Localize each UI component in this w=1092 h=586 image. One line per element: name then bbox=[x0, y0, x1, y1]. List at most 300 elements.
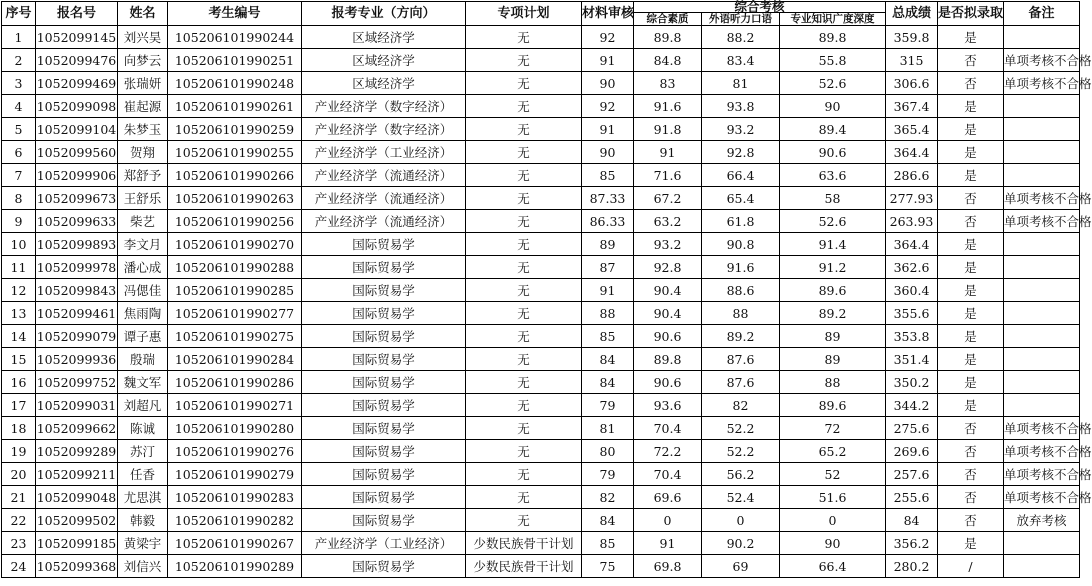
cell-quality: 93.2 bbox=[634, 233, 702, 256]
cell-reg-no: 1052099560 bbox=[36, 141, 118, 164]
cell-exam-no: 105206101990251 bbox=[168, 49, 302, 72]
cell-seq: 20 bbox=[2, 463, 36, 486]
cell-quality: 91 bbox=[634, 532, 702, 555]
cell-reg-no: 1052099662 bbox=[36, 417, 118, 440]
cell-note bbox=[1004, 233, 1080, 256]
cell-note bbox=[1004, 26, 1080, 49]
cell-note: 单项考核不合格 bbox=[1004, 210, 1080, 233]
cell-knowledge: 66.4 bbox=[780, 555, 886, 578]
cell-quality: 91.6 bbox=[634, 95, 702, 118]
cell-major: 国际贸易学 bbox=[302, 233, 466, 256]
cell-knowledge: 65.2 bbox=[780, 440, 886, 463]
cell-plan: 少数民族骨干计划 bbox=[466, 555, 582, 578]
cell-note bbox=[1004, 302, 1080, 325]
cell-name: 张瑞妍 bbox=[118, 72, 168, 95]
cell-note bbox=[1004, 555, 1080, 578]
cell-material: 79 bbox=[582, 463, 634, 486]
cell-reg-no: 1052099368 bbox=[36, 555, 118, 578]
cell-reg-no: 1052099079 bbox=[36, 325, 118, 348]
cell-reg-no: 1052099031 bbox=[36, 394, 118, 417]
cell-knowledge: 72 bbox=[780, 417, 886, 440]
table-row bbox=[2, 72, 1080, 95]
cell-admit: 是 bbox=[938, 302, 1004, 325]
cell-knowledge: 90 bbox=[780, 95, 886, 118]
cell-material: 81 bbox=[582, 417, 634, 440]
cell-quality: 91.8 bbox=[634, 118, 702, 141]
cell-exam-no: 105206101990288 bbox=[168, 256, 302, 279]
cell-admit: 是 bbox=[938, 164, 1004, 187]
cell-material: 91 bbox=[582, 279, 634, 302]
cell-material: 92 bbox=[582, 26, 634, 49]
table-row bbox=[2, 394, 1080, 417]
cell-quality: 92.8 bbox=[634, 256, 702, 279]
cell-seq: 5 bbox=[2, 118, 36, 141]
cell-major: 国际贸易学 bbox=[302, 394, 466, 417]
cell-admit: 是 bbox=[938, 394, 1004, 417]
cell-reg-no: 1052099978 bbox=[36, 256, 118, 279]
cell-quality: 91 bbox=[634, 141, 702, 164]
cell-admit: 是 bbox=[938, 95, 1004, 118]
cell-total: 263.93 bbox=[886, 210, 938, 233]
cell-admit: 否 bbox=[938, 486, 1004, 509]
cell-admit: 否 bbox=[938, 210, 1004, 233]
cell-note bbox=[1004, 532, 1080, 555]
cell-language: 88.2 bbox=[702, 26, 780, 49]
cell-admit: 是 bbox=[938, 279, 1004, 302]
table-row bbox=[2, 233, 1080, 256]
header-sub-quality: 综合素质 bbox=[634, 13, 702, 26]
cell-reg-no: 1052099633 bbox=[36, 210, 118, 233]
cell-exam-no: 105206101990279 bbox=[168, 463, 302, 486]
cell-exam-no: 105206101990248 bbox=[168, 72, 302, 95]
cell-exam-no: 105206101990259 bbox=[168, 118, 302, 141]
cell-material: 84 bbox=[582, 348, 634, 371]
cell-plan: 无 bbox=[466, 279, 582, 302]
cell-name: 尤思淇 bbox=[118, 486, 168, 509]
cell-major: 国际贸易学 bbox=[302, 417, 466, 440]
cell-knowledge: 89.6 bbox=[780, 279, 886, 302]
cell-major: 产业经济学（流通经济） bbox=[302, 164, 466, 187]
cell-seq: 23 bbox=[2, 532, 36, 555]
cell-name: 韩毅 bbox=[118, 509, 168, 532]
cell-note bbox=[1004, 118, 1080, 141]
cell-name: 殷瑞 bbox=[118, 348, 168, 371]
cell-name: 刘兴昊 bbox=[118, 26, 168, 49]
table-row bbox=[2, 141, 1080, 164]
cell-language: 52.4 bbox=[702, 486, 780, 509]
table-row bbox=[2, 256, 1080, 279]
cell-admit: 是 bbox=[938, 348, 1004, 371]
cell-note: 单项考核不合格 bbox=[1004, 463, 1080, 486]
cell-total: 353.8 bbox=[886, 325, 938, 348]
cell-major: 国际贸易学 bbox=[302, 256, 466, 279]
cell-name: 李文月 bbox=[118, 233, 168, 256]
cell-seq: 6 bbox=[2, 141, 36, 164]
cell-language: 92.8 bbox=[702, 141, 780, 164]
cell-reg-no: 1052099469 bbox=[36, 72, 118, 95]
cell-plan: 无 bbox=[466, 440, 582, 463]
cell-material: 86.33 bbox=[582, 210, 634, 233]
cell-material: 90 bbox=[582, 72, 634, 95]
cell-total: 257.6 bbox=[886, 463, 938, 486]
cell-admit: 是 bbox=[938, 325, 1004, 348]
cell-note: 单项考核不合格 bbox=[1004, 486, 1080, 509]
cell-language: 82 bbox=[702, 394, 780, 417]
cell-exam-no: 105206101990256 bbox=[168, 210, 302, 233]
cell-plan: 无 bbox=[466, 256, 582, 279]
cell-seq: 19 bbox=[2, 440, 36, 463]
header-name: 姓名 bbox=[118, 2, 168, 26]
cell-exam-no: 105206101990275 bbox=[168, 325, 302, 348]
cell-admit: 否 bbox=[938, 463, 1004, 486]
cell-seq: 11 bbox=[2, 256, 36, 279]
cell-plan: 无 bbox=[466, 509, 582, 532]
cell-major: 国际贸易学 bbox=[302, 440, 466, 463]
cell-seq: 7 bbox=[2, 164, 36, 187]
header-plan: 专项计划 bbox=[466, 2, 582, 26]
cell-name: 柴艺 bbox=[118, 210, 168, 233]
cell-knowledge: 58 bbox=[780, 187, 886, 210]
cell-note bbox=[1004, 279, 1080, 302]
cell-name: 黄梁宇 bbox=[118, 532, 168, 555]
cell-major: 区域经济学 bbox=[302, 26, 466, 49]
cell-note: 单项考核不合格 bbox=[1004, 440, 1080, 463]
cell-knowledge: 89 bbox=[780, 348, 886, 371]
cell-total: 269.6 bbox=[886, 440, 938, 463]
cell-exam-no: 105206101990266 bbox=[168, 164, 302, 187]
cell-name: 任香 bbox=[118, 463, 168, 486]
cell-language: 87.6 bbox=[702, 348, 780, 371]
cell-seq: 16 bbox=[2, 371, 36, 394]
cell-note bbox=[1004, 95, 1080, 118]
cell-plan: 无 bbox=[466, 417, 582, 440]
cell-name: 朱梦玉 bbox=[118, 118, 168, 141]
cell-name: 魏文军 bbox=[118, 371, 168, 394]
cell-material: 91 bbox=[582, 49, 634, 72]
cell-admit: 是 bbox=[938, 233, 1004, 256]
cell-language: 91.6 bbox=[702, 256, 780, 279]
cell-note bbox=[1004, 348, 1080, 371]
cell-knowledge: 51.6 bbox=[780, 486, 886, 509]
cell-quality: 90.4 bbox=[634, 279, 702, 302]
results-table bbox=[1, 0, 1092, 578]
cell-reg-no: 1052099185 bbox=[36, 532, 118, 555]
cell-quality: 69.8 bbox=[634, 555, 702, 578]
cell-seq: 2 bbox=[2, 49, 36, 72]
cell-exam-no: 105206101990282 bbox=[168, 509, 302, 532]
cell-admit: 否 bbox=[938, 72, 1004, 95]
cell-language: 65.4 bbox=[702, 187, 780, 210]
cell-total: 364.4 bbox=[886, 141, 938, 164]
table-row bbox=[2, 371, 1080, 394]
cell-reg-no: 1052099673 bbox=[36, 187, 118, 210]
cell-name: 焦雨陶 bbox=[118, 302, 168, 325]
cell-quality: 0 bbox=[634, 509, 702, 532]
cell-admit: 否 bbox=[938, 187, 1004, 210]
cell-total: 362.6 bbox=[886, 256, 938, 279]
cell-exam-no: 105206101990286 bbox=[168, 371, 302, 394]
cell-note bbox=[1004, 164, 1080, 187]
cell-seq: 14 bbox=[2, 325, 36, 348]
cell-quality: 69.6 bbox=[634, 486, 702, 509]
cell-admit: 是 bbox=[938, 141, 1004, 164]
table-row bbox=[2, 26, 1080, 49]
cell-material: 85 bbox=[582, 325, 634, 348]
table-row bbox=[2, 463, 1080, 486]
cell-reg-no: 1052099502 bbox=[36, 509, 118, 532]
table-row bbox=[2, 486, 1080, 509]
cell-seq: 21 bbox=[2, 486, 36, 509]
table-row bbox=[2, 325, 1080, 348]
header-seq: 序号 bbox=[2, 2, 36, 26]
cell-language: 88 bbox=[702, 302, 780, 325]
cell-quality: 83 bbox=[634, 72, 702, 95]
cell-total: 360.4 bbox=[886, 279, 938, 302]
cell-knowledge: 63.6 bbox=[780, 164, 886, 187]
cell-exam-no: 105206101990271 bbox=[168, 394, 302, 417]
cell-seq: 13 bbox=[2, 302, 36, 325]
table-row bbox=[2, 118, 1080, 141]
cell-language: 93.2 bbox=[702, 118, 780, 141]
cell-reg-no: 1052099936 bbox=[36, 348, 118, 371]
cell-major: 国际贸易学 bbox=[302, 371, 466, 394]
table-row bbox=[2, 532, 1080, 555]
cell-knowledge: 0 bbox=[780, 509, 886, 532]
cell-language: 69 bbox=[702, 555, 780, 578]
cell-quality: 89.8 bbox=[634, 26, 702, 49]
cell-major: 国际贸易学 bbox=[302, 325, 466, 348]
table-row bbox=[2, 187, 1080, 210]
cell-total: 84 bbox=[886, 509, 938, 532]
cell-admit: 是 bbox=[938, 118, 1004, 141]
cell-name: 刘超凡 bbox=[118, 394, 168, 417]
cell-total: 367.4 bbox=[886, 95, 938, 118]
header-sub-language: 外语听力口语 bbox=[702, 13, 780, 26]
cell-name: 王舒乐 bbox=[118, 187, 168, 210]
cell-total: 355.6 bbox=[886, 302, 938, 325]
cell-name: 苏汀 bbox=[118, 440, 168, 463]
cell-major: 区域经济学 bbox=[302, 49, 466, 72]
cell-admit: 是 bbox=[938, 371, 1004, 394]
cell-exam-no: 105206101990263 bbox=[168, 187, 302, 210]
cell-seq: 18 bbox=[2, 417, 36, 440]
cell-reg-no: 1052099843 bbox=[36, 279, 118, 302]
cell-material: 84 bbox=[582, 371, 634, 394]
cell-exam-no: 105206101990285 bbox=[168, 279, 302, 302]
cell-note: 单项考核不合格 bbox=[1004, 49, 1080, 72]
cell-name: 冯偲佳 bbox=[118, 279, 168, 302]
cell-note: 单项考核不合格 bbox=[1004, 72, 1080, 95]
cell-exam-no: 105206101990284 bbox=[168, 348, 302, 371]
table-body bbox=[2, 26, 1092, 578]
cell-language: 61.8 bbox=[702, 210, 780, 233]
cell-total: 255.6 bbox=[886, 486, 938, 509]
cell-name: 崔起源 bbox=[118, 95, 168, 118]
table-row bbox=[2, 164, 1080, 187]
cell-knowledge: 91.2 bbox=[780, 256, 886, 279]
cell-plan: 无 bbox=[466, 141, 582, 164]
cell-total: 344.2 bbox=[886, 394, 938, 417]
cell-reg-no: 1052099289 bbox=[36, 440, 118, 463]
cell-seq: 9 bbox=[2, 210, 36, 233]
cell-reg-no: 1052099145 bbox=[36, 26, 118, 49]
cell-language: 88.6 bbox=[702, 279, 780, 302]
header-total: 总成绩 bbox=[886, 2, 938, 26]
cell-admit: 是 bbox=[938, 26, 1004, 49]
cell-admit: 是 bbox=[938, 256, 1004, 279]
table-row bbox=[2, 555, 1080, 578]
cell-reg-no: 1052099476 bbox=[36, 49, 118, 72]
cell-note bbox=[1004, 325, 1080, 348]
cell-knowledge: 89.4 bbox=[780, 118, 886, 141]
cell-seq: 10 bbox=[2, 233, 36, 256]
cell-language: 52.2 bbox=[702, 417, 780, 440]
cell-exam-no: 105206101990261 bbox=[168, 95, 302, 118]
cell-language: 0 bbox=[702, 509, 780, 532]
cell-plan: 少数民族骨干计划 bbox=[466, 532, 582, 555]
cell-major: 产业经济学（工业经济） bbox=[302, 141, 466, 164]
cell-major: 产业经济学（工业经济） bbox=[302, 532, 466, 555]
cell-knowledge: 90.6 bbox=[780, 141, 886, 164]
cell-major: 国际贸易学 bbox=[302, 555, 466, 578]
cell-quality: 90.4 bbox=[634, 302, 702, 325]
cell-knowledge: 52 bbox=[780, 463, 886, 486]
cell-major: 国际贸易学 bbox=[302, 279, 466, 302]
cell-total: 315 bbox=[886, 49, 938, 72]
cell-knowledge: 88 bbox=[780, 371, 886, 394]
header-material: 材料审核 bbox=[582, 2, 634, 26]
table-row bbox=[2, 348, 1080, 371]
header-major: 报考专业（方向） bbox=[302, 2, 466, 26]
cell-note bbox=[1004, 141, 1080, 164]
cell-quality: 72.2 bbox=[634, 440, 702, 463]
cell-exam-no: 105206101990277 bbox=[168, 302, 302, 325]
cell-name: 郑舒予 bbox=[118, 164, 168, 187]
header-reg-no: 报名号 bbox=[36, 2, 118, 26]
cell-quality: 71.6 bbox=[634, 164, 702, 187]
cell-name: 谭子惠 bbox=[118, 325, 168, 348]
cell-reg-no: 1052099211 bbox=[36, 463, 118, 486]
cell-material: 91 bbox=[582, 118, 634, 141]
cell-exam-no: 105206101990280 bbox=[168, 417, 302, 440]
cell-total: 280.2 bbox=[886, 555, 938, 578]
cell-admit: 否 bbox=[938, 440, 1004, 463]
cell-exam-no: 105206101990276 bbox=[168, 440, 302, 463]
cell-reg-no: 1052099752 bbox=[36, 371, 118, 394]
cell-seq: 15 bbox=[2, 348, 36, 371]
cell-seq: 12 bbox=[2, 279, 36, 302]
cell-material: 85 bbox=[582, 164, 634, 187]
cell-language: 87.6 bbox=[702, 371, 780, 394]
cell-knowledge: 52.6 bbox=[780, 210, 886, 233]
table-row bbox=[2, 210, 1080, 233]
cell-language: 56.2 bbox=[702, 463, 780, 486]
cell-total: 364.4 bbox=[886, 233, 938, 256]
cell-name: 贺翔 bbox=[118, 141, 168, 164]
cell-exam-no: 105206101990270 bbox=[168, 233, 302, 256]
header-note: 备注 bbox=[1004, 2, 1080, 26]
cell-total: 365.4 bbox=[886, 118, 938, 141]
cell-seq: 3 bbox=[2, 72, 36, 95]
cell-name: 陈诚 bbox=[118, 417, 168, 440]
cell-material: 87.33 bbox=[582, 187, 634, 210]
cell-seq: 22 bbox=[2, 509, 36, 532]
cell-total: 356.2 bbox=[886, 532, 938, 555]
cell-name: 刘信兴 bbox=[118, 555, 168, 578]
cell-reg-no: 1052099048 bbox=[36, 486, 118, 509]
cell-major: 国际贸易学 bbox=[302, 348, 466, 371]
cell-material: 80 bbox=[582, 440, 634, 463]
cell-material: 79 bbox=[582, 394, 634, 417]
table-row bbox=[2, 509, 1080, 532]
cell-admit: / bbox=[938, 555, 1004, 578]
cell-language: 81 bbox=[702, 72, 780, 95]
cell-total: 275.6 bbox=[886, 417, 938, 440]
cell-material: 84 bbox=[582, 509, 634, 532]
table-row bbox=[2, 302, 1080, 325]
cell-note bbox=[1004, 371, 1080, 394]
cell-total: 359.8 bbox=[886, 26, 938, 49]
cell-note: 单项考核不合格 bbox=[1004, 417, 1080, 440]
cell-total: 277.93 bbox=[886, 187, 938, 210]
cell-plan: 无 bbox=[466, 72, 582, 95]
cell-language: 90.2 bbox=[702, 532, 780, 555]
cell-plan: 无 bbox=[466, 164, 582, 187]
cell-major: 产业经济学（流通经济） bbox=[302, 187, 466, 210]
cell-quality: 90.6 bbox=[634, 371, 702, 394]
cell-quality: 70.4 bbox=[634, 463, 702, 486]
cell-major: 国际贸易学 bbox=[302, 486, 466, 509]
cell-quality: 70.4 bbox=[634, 417, 702, 440]
cell-seq: 17 bbox=[2, 394, 36, 417]
cell-admit: 是 bbox=[938, 532, 1004, 555]
cell-reg-no: 1052099906 bbox=[36, 164, 118, 187]
cell-major: 产业经济学（流通经济） bbox=[302, 210, 466, 233]
cell-material: 89 bbox=[582, 233, 634, 256]
cell-plan: 无 bbox=[466, 371, 582, 394]
cell-knowledge: 91.4 bbox=[780, 233, 886, 256]
cell-seq: 1 bbox=[2, 26, 36, 49]
cell-plan: 无 bbox=[466, 95, 582, 118]
cell-plan: 无 bbox=[466, 463, 582, 486]
cell-quality: 90.6 bbox=[634, 325, 702, 348]
cell-plan: 无 bbox=[466, 302, 582, 325]
cell-plan: 无 bbox=[466, 210, 582, 233]
cell-name: 潘心成 bbox=[118, 256, 168, 279]
cell-seq: 4 bbox=[2, 95, 36, 118]
cell-admit: 否 bbox=[938, 49, 1004, 72]
table-row bbox=[2, 49, 1080, 72]
cell-language: 52.2 bbox=[702, 440, 780, 463]
cell-knowledge: 89.2 bbox=[780, 302, 886, 325]
cell-material: 92 bbox=[582, 95, 634, 118]
cell-material: 85 bbox=[582, 532, 634, 555]
cell-reg-no: 1052099893 bbox=[36, 233, 118, 256]
header-sub-knowledge: 专业知识广度深度 bbox=[780, 13, 886, 26]
header-admit: 是否拟录取 bbox=[938, 2, 1004, 26]
cell-material: 87 bbox=[582, 256, 634, 279]
cell-material: 75 bbox=[582, 555, 634, 578]
cell-quality: 89.8 bbox=[634, 348, 702, 371]
cell-knowledge: 89 bbox=[780, 325, 886, 348]
cell-language: 89.2 bbox=[702, 325, 780, 348]
cell-major: 产业经济学（数字经济） bbox=[302, 118, 466, 141]
cell-quality: 84.8 bbox=[634, 49, 702, 72]
header-row-top bbox=[2, 2, 1080, 13]
cell-language: 90.8 bbox=[702, 233, 780, 256]
cell-total: 306.6 bbox=[886, 72, 938, 95]
cell-reg-no: 1052099098 bbox=[36, 95, 118, 118]
